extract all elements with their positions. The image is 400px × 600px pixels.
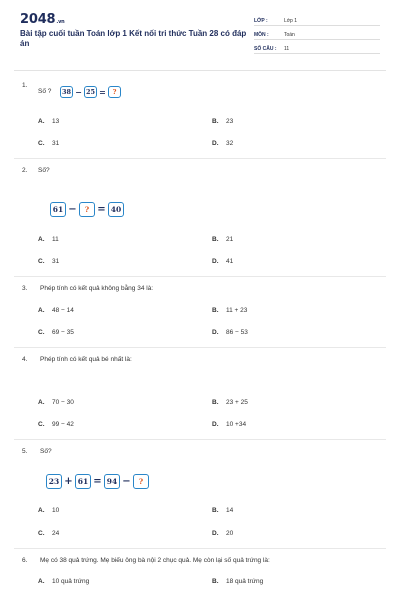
- document-title: Bài tập cuối tuần Toán lớp 1 Kết nối tri thức Tuần 28 có đáp án: [20, 29, 247, 48]
- question-6-option-a[interactable]: A. 10 quả trứng: [38, 578, 90, 585]
- meta-count-label: SỐ CÂU :: [254, 46, 277, 52]
- question-2-equation: [50, 202, 124, 217]
- question-separator: [14, 439, 386, 440]
- question-6-option-b[interactable]: B. 18 quả trứng: [212, 578, 264, 585]
- question-5-option-b[interactable]: B. 14: [212, 507, 234, 514]
- equation-box: 38: [61, 88, 72, 96]
- question-1-text: Số ?: [38, 88, 52, 95]
- equation-unknown-box: ?: [79, 202, 95, 217]
- question-1-option-a[interactable]: A. 13: [38, 118, 60, 125]
- question-5-option-c[interactable]: C. 24: [38, 530, 60, 537]
- question-5-text: Số?: [40, 448, 52, 455]
- question-3-text: Phép tính có kết quả không bằng 34 là:: [40, 285, 154, 292]
- equation-box: 61: [50, 202, 66, 217]
- question-3-option-d[interactable]: D. 86 − 53: [212, 329, 248, 336]
- question-separator: [14, 158, 386, 159]
- question-separator: [14, 347, 386, 348]
- equation-box: 94: [104, 474, 120, 489]
- question-1-option-d[interactable]: D. 32: [212, 140, 234, 147]
- question-1-number: 1.: [22, 82, 28, 89]
- question-5-equation: [46, 474, 149, 489]
- equation-operator: =: [97, 204, 106, 215]
- question-2-text: Số?: [38, 167, 50, 174]
- question-4-number: 4.: [22, 356, 28, 363]
- question-3-option-b[interactable]: B. 11 + 23: [212, 307, 248, 314]
- question-2-option-c[interactable]: C. 31: [38, 258, 60, 265]
- question-2-option-a[interactable]: A. 11: [38, 236, 59, 243]
- page-header: [0, 0, 400, 68]
- question-3-option-a[interactable]: A. 48 − 14: [38, 307, 74, 314]
- equation-operator: +: [64, 476, 73, 487]
- meta-subject-value: Toán: [284, 32, 295, 38]
- question-5-option-a[interactable]: A. 10: [38, 507, 60, 514]
- question-4-option-d[interactable]: D. 10 +34: [212, 421, 247, 428]
- equation-unknown-box: ?: [108, 86, 121, 98]
- question-2-number: 2.: [22, 167, 28, 174]
- logo-sub: .vn: [56, 19, 65, 25]
- question-4-option-a[interactable]: A. 70 − 30: [38, 399, 74, 406]
- meta-count-row: [254, 42, 380, 54]
- site-logo[interactable]: [20, 12, 65, 27]
- question-6-number: 6.: [22, 557, 28, 564]
- header-divider: [14, 70, 386, 71]
- equation-operator: =: [93, 476, 102, 487]
- equation-operator: −: [122, 476, 131, 487]
- question-3-option-c[interactable]: C. 69 − 35: [38, 329, 74, 336]
- equation-box: 40: [108, 202, 124, 217]
- equation-box: 23: [46, 474, 62, 489]
- equation-box: 25: [85, 88, 96, 96]
- meta-count-value: 11: [284, 46, 290, 52]
- equation-operator: −: [75, 87, 82, 97]
- meta-subject-row: [254, 28, 380, 40]
- logo-main: 2048: [20, 12, 56, 27]
- question-6-text: Mẹ có 38 quả trứng. Mẹ biếu ông bà nội 2 chục quả. Mẹ còn lại số quả trứng là:: [40, 557, 270, 564]
- question-5-number: 5.: [22, 448, 28, 455]
- question-separator: [14, 276, 386, 277]
- equation-operator: =: [99, 87, 106, 97]
- meta-class-label: LỚP :: [254, 18, 268, 24]
- question-separator: [14, 548, 386, 549]
- meta-class-row: [254, 14, 380, 26]
- question-5-option-d[interactable]: D. 20: [212, 530, 234, 537]
- equation-operator: −: [68, 204, 77, 215]
- meta-class-value: Lớp 1: [284, 18, 298, 24]
- question-1-option-c[interactable]: C. 31: [38, 140, 60, 147]
- question-4-option-c[interactable]: C. 99 − 42: [38, 421, 74, 428]
- question-1-equation: [60, 86, 121, 98]
- equation-box: 61: [75, 474, 91, 489]
- question-2-option-b[interactable]: B. 21: [212, 236, 234, 243]
- question-4-text: Phép tính có kết quả bé nhất là:: [40, 356, 132, 363]
- question-3-number: 3.: [22, 285, 28, 292]
- question-2-option-d[interactable]: D. 41: [212, 258, 234, 265]
- question-1-option-b[interactable]: B. 23: [212, 118, 234, 125]
- question-4-option-b[interactable]: B. 23 + 25: [212, 399, 248, 406]
- meta-subject-label: MÔN :: [254, 32, 269, 38]
- equation-unknown-box: ?: [133, 474, 149, 489]
